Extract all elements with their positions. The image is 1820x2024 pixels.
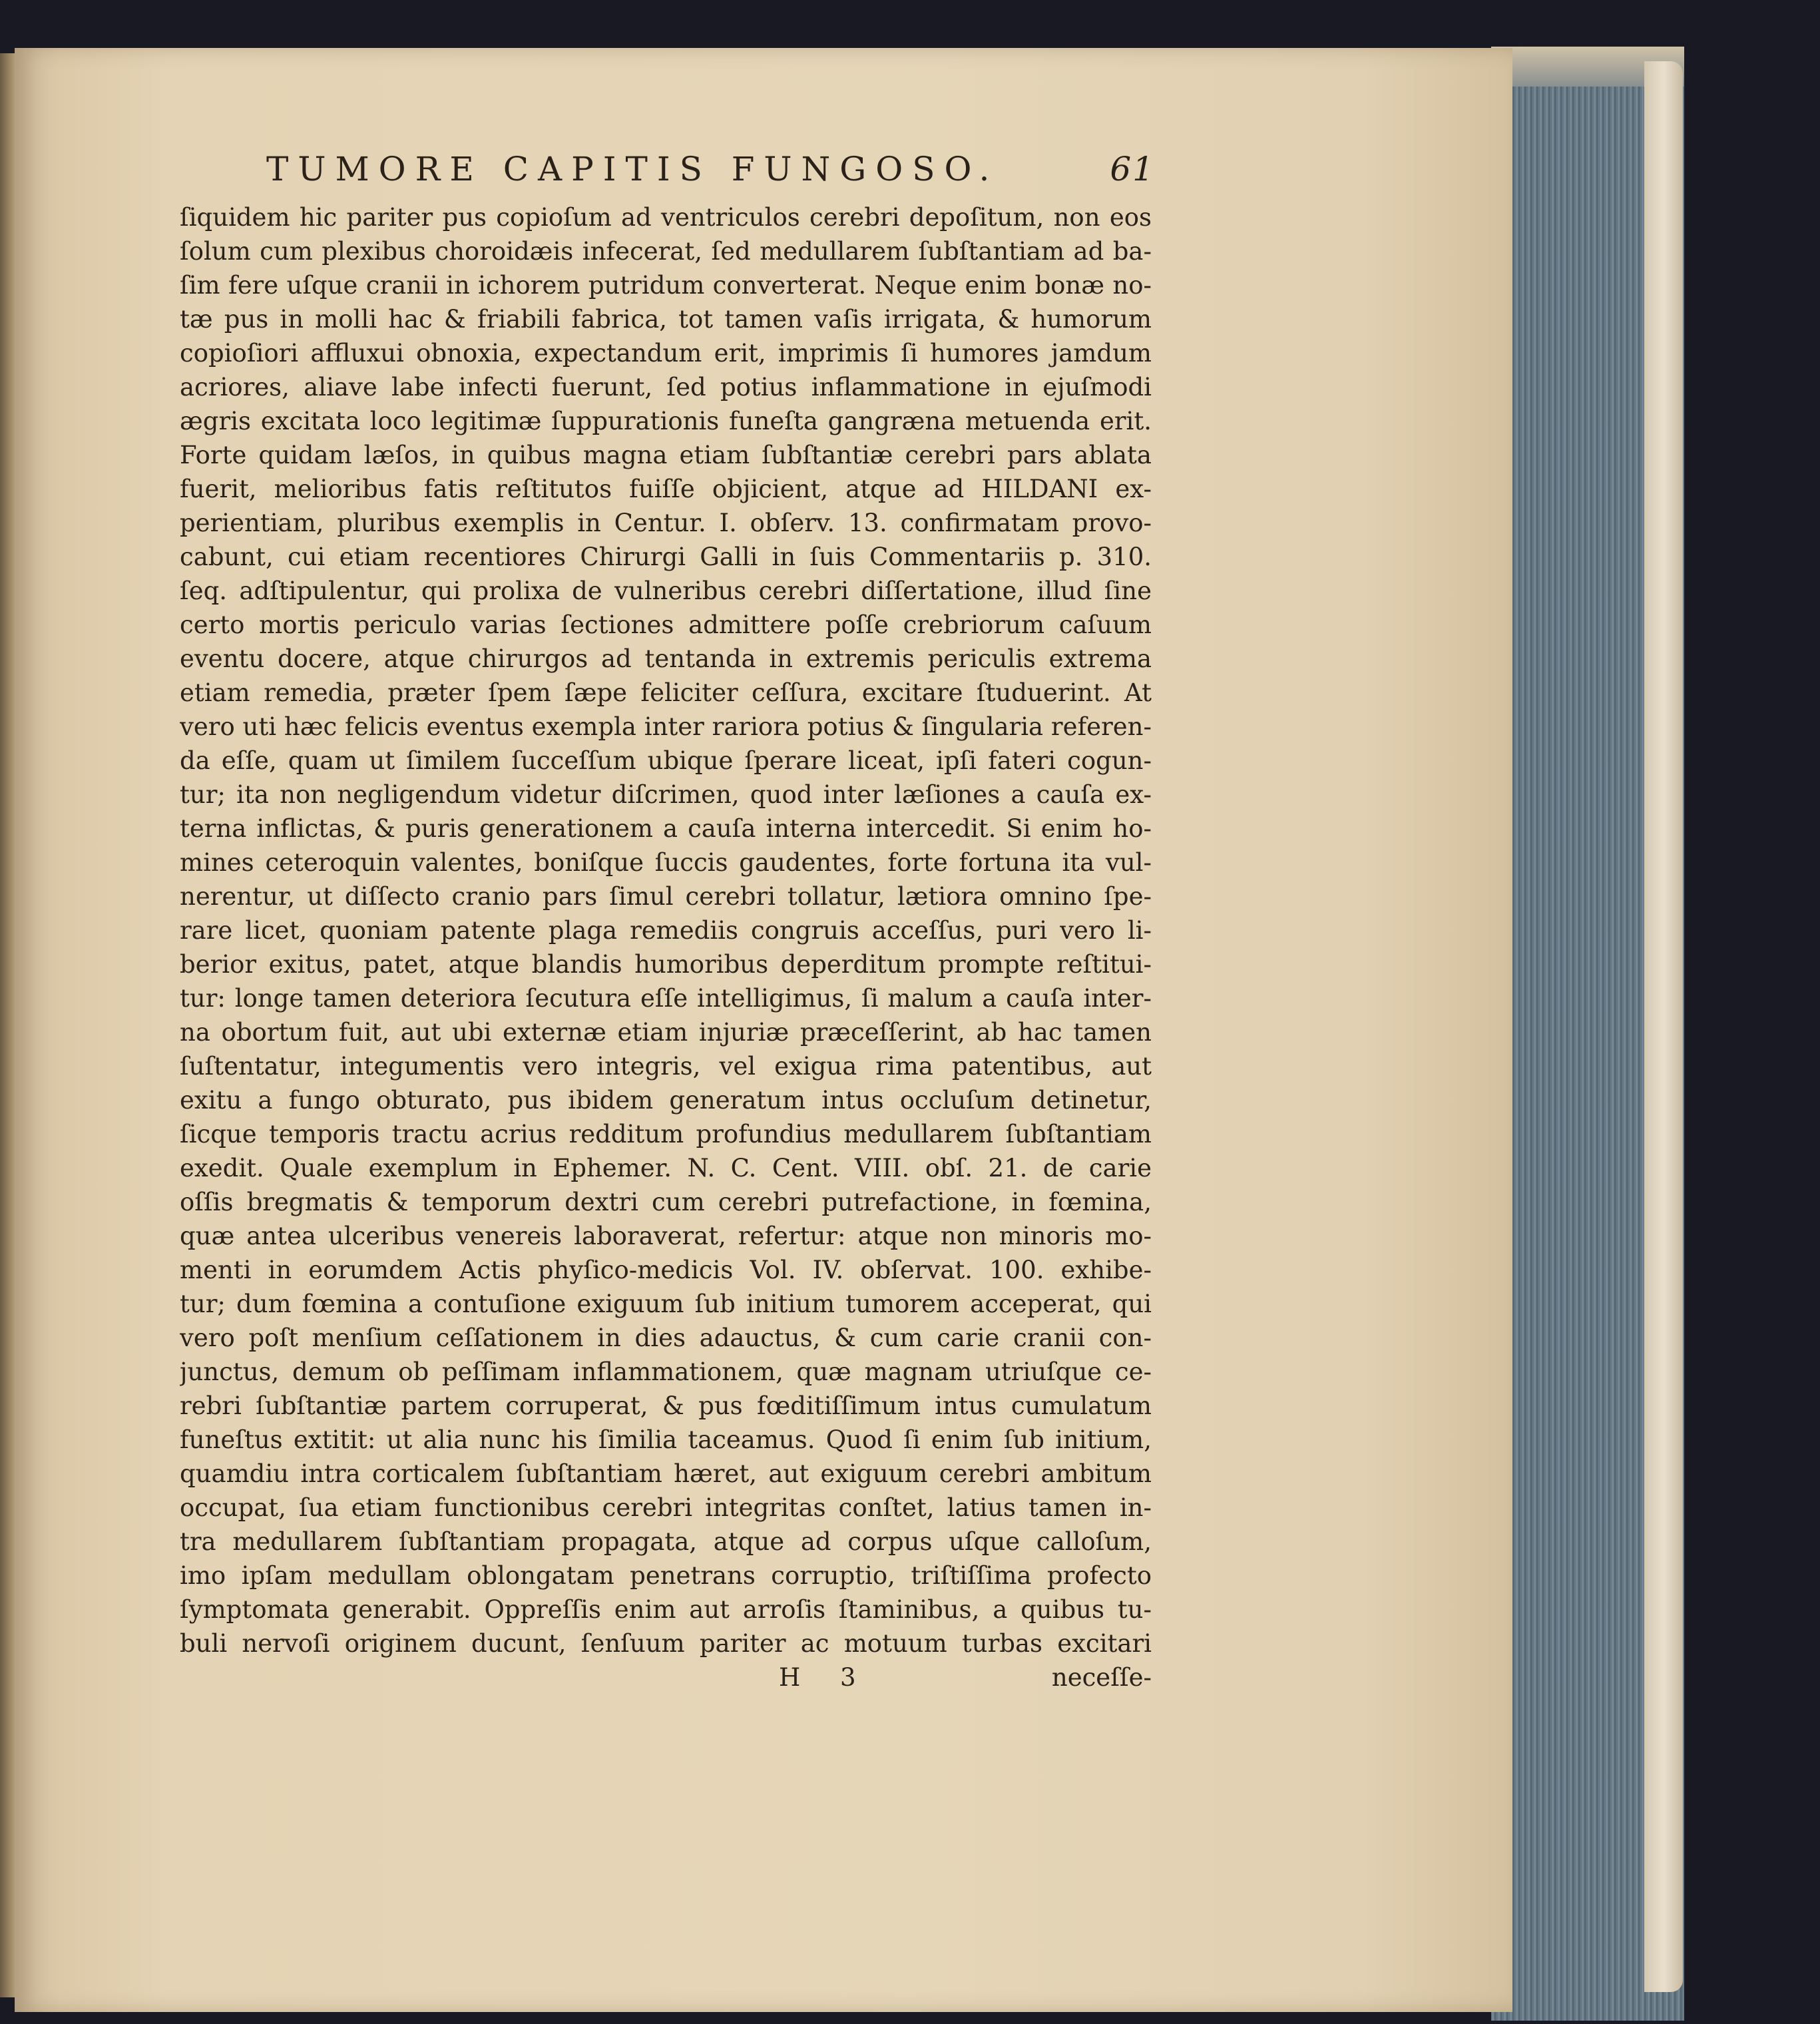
text-line: rare licet, quoniam patente plaga remediis congruis acceſſus, puri vero li- <box>180 916 1152 945</box>
text-line: quamdiu intra corticalem ſubſtantiam hæret, aut exiguum cerebri ambitum <box>180 1459 1152 1488</box>
text-line: ægris excitata loco legitimæ ſuppurationis funeſta gangræna metuenda erit. <box>180 407 1152 435</box>
text-line: mines ceteroquin valentes, boniſque ſuccis gaudentes, forte fortuna ita vul- <box>180 848 1152 877</box>
text-line: cabunt, cui etiam recentiores Chirurgi Galli in ſuis Commentariis p. 310. <box>180 543 1152 571</box>
text-line: ſicque temporis tractu acrius redditum profundius medullarem ſubſtantiam <box>180 1120 1152 1148</box>
running-head <box>180 143 1155 196</box>
text-line: junctus, demum ob peſſimam inflammationem, quæ magnam utriuſque ce- <box>180 1358 1152 1386</box>
text-line: da eſſe, quam ut ſimilem ſucceſſum ubique ſperare liceat, ipſi fateri cogun- <box>180 746 1152 775</box>
page-number: 61 <box>1110 150 1155 188</box>
text-line: oſſis bregmatis & temporum dextri cum cerebri putrefactione, in fœmina, <box>180 1188 1152 1216</box>
text-line: tra medullarem ſubſtantiam propagata, atque ad corpus uſque calloſum, <box>180 1527 1152 1556</box>
text-line: ſiquidem hic pariter pus copioſum ad ventriculos cerebri depoſitum, non eos <box>180 203 1152 232</box>
text-line: fuerit, melioribus fatis reſtitutos fuiſſe objicient, atque ad HILDANI ex- <box>180 475 1152 503</box>
page-content <box>180 143 1155 1700</box>
text-line: quæ antea ulceribus venereis laboraverat, refertur: atque non minoris mo- <box>180 1222 1152 1250</box>
text-line: ſolum cum plexibus choroidæis infecerat, ſed medullarem ſubſtantiam ad ba- <box>180 237 1152 266</box>
body-text <box>180 200 1152 1660</box>
text-line: certo mortis periculo varias ſectiones admittere poſſe crebriorum caſuum <box>180 611 1152 639</box>
signature-mark: H 3 <box>779 1663 872 1692</box>
text-line: ſuſtentatur, integumentis vero integris, vel exigua rima patentibus, aut <box>180 1052 1152 1081</box>
text-line: menti in eorumdem Actis phyſico-medicis Vol. IV. obſervat. 100. exhibe- <box>180 1256 1152 1284</box>
text-line: berior exitus, patet, atque blandis humoribus deperditum prompte reſtitui- <box>180 950 1152 979</box>
text-line: imo ipſam medullam oblongatam penetrans corruptio, triſtiſſima profecto <box>180 1561 1152 1590</box>
text-line: perientiam, pluribus exemplis in Centur. I. obſerv. 13. confirmatam provo- <box>180 509 1152 537</box>
catchword: neceſſe- <box>1051 1663 1152 1692</box>
text-line: nerentur, ut diſſecto cranio pars ſimul cerebri tollatur, lætiora omnino ſpe- <box>180 882 1152 911</box>
text-line: tur: longe tamen deteriora ſecutura eſſe intelligimus, ſi malum a cauſa inter- <box>180 984 1152 1013</box>
text-line: copioſiori affluxui obnoxia, expectandum erit, imprimis ſi humores jamdum <box>180 339 1152 368</box>
text-line: tur; ita non negligendum videtur diſcrimen, quod inter læſiones a cauſa ex- <box>180 780 1152 809</box>
text-line: vero uti hæc felicis eventus exempla inter rariora potius & ſingularia referen- <box>180 712 1152 741</box>
text-line: eventu docere, atque chirurgos ad tentanda in extremis periculis extrema <box>180 644 1152 673</box>
text-line: exedit. Quale exemplum in Ephemer. N. C. Cent. VIII. obſ. 21. de carie <box>180 1154 1152 1182</box>
book-cover-edge <box>1644 61 1683 1992</box>
text-line: ſymptomata generabit. Oppreſſis enim aut arroſis ſtaminibus, a quibus tu- <box>180 1595 1152 1624</box>
text-line: tæ pus in molli hac & friabili fabrica, tot tamen vaſis irrigata, & humorum <box>180 305 1152 334</box>
text-line: vero poſt menſium ceſſationem in dies adauctus, & cum carie cranii con- <box>180 1324 1152 1352</box>
text-line: acriores, aliave labe infecti fuerunt, ſed potius inflammatione in ejuſmodi <box>180 373 1152 401</box>
page-footer <box>180 1660 1152 1700</box>
text-line: ſim fere uſque cranii in ichorem putridum converterat. Neque enim bonæ no- <box>180 271 1152 300</box>
running-title: TUMORE CAPITIS FUNGOSO. <box>266 150 999 188</box>
text-line: terna inflictas, & puris generationem a cauſa interna intercedit. Si enim ho- <box>180 814 1152 843</box>
text-line: etiam remedia, præter ſpem ſæpe feliciter ceſſura, excitare ſtuduerint. At <box>180 678 1152 707</box>
text-line: rebri ſubſtantiæ partem corruperat, & pus fœditiſſimum intus cumulatum <box>180 1392 1152 1420</box>
text-line: na obortum fuit, aut ubi externæ etiam injuriæ præceſſerint, ab hac tamen <box>180 1018 1152 1047</box>
text-line: Forte quidam læſos, in quibus magna etiam ſubſtantiæ cerebri pars ablata <box>180 441 1152 469</box>
text-line: exitu a fungo obturato, pus ibidem generatum intus occluſum detinetur, <box>180 1086 1152 1115</box>
text-line: funeſtus extitit: ut alia nunc his ſimilia taceamus. Quod ſi enim ſub initium, <box>180 1425 1152 1454</box>
text-line: tur; dum fœmina a contuſione exiguum ſub initium tumorem acceperat, qui <box>180 1290 1152 1318</box>
text-line: ſeq. adſtipulentur, qui prolixa de vulneribus cerebri diſſertatione, illud ſine <box>180 577 1152 605</box>
text-line: occupat, ſua etiam functionibus cerebri integritas conſtet, latius tamen in- <box>180 1493 1152 1522</box>
text-line: buli nervoſi originem ducunt, ſenſuum pariter ac motuum turbas excitari <box>180 1629 1152 1658</box>
